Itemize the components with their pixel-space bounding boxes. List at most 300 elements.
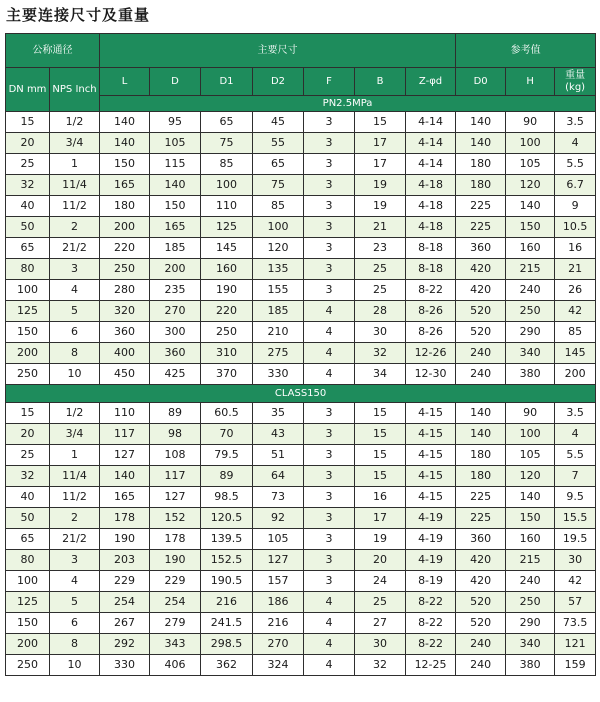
table-cell: 2 [50, 508, 100, 529]
table-cell: 8-18 [406, 238, 456, 259]
table-cell: 73.5 [555, 613, 596, 634]
table-cell: 79.5 [201, 445, 253, 466]
table-cell: 190 [201, 280, 253, 301]
table-cell: 10 [50, 364, 100, 385]
table-row [6, 466, 596, 487]
section-header-class150 [6, 385, 596, 403]
table-row [6, 592, 596, 613]
table-cell: 160 [506, 238, 555, 259]
table-cell: 140 [456, 133, 506, 154]
table-cell: 5.5 [555, 445, 596, 466]
table-cell: 75 [253, 175, 304, 196]
table-cell: 250 [100, 259, 150, 280]
header-nominal-diameter: 公称通径 [6, 34, 100, 68]
table-cell: 120.5 [201, 508, 253, 529]
table-cell: 4 [555, 424, 596, 445]
table-cell: 290 [506, 322, 555, 343]
table-cell: 43 [253, 424, 304, 445]
table-cell: 19 [355, 529, 406, 550]
table-cell: 420 [456, 280, 506, 301]
table-cell: 3 [304, 571, 355, 592]
table-cell: 280 [100, 280, 150, 301]
table-cell: 30 [555, 550, 596, 571]
table-cell: 290 [506, 613, 555, 634]
table-cell: 200 [6, 634, 50, 655]
table-cell: 292 [100, 634, 150, 655]
table-cell: 4-15 [406, 445, 456, 466]
table-cell: 140 [456, 112, 506, 133]
table-cell: 80 [6, 550, 50, 571]
table-cell: 165 [150, 217, 201, 238]
table-cell: 140 [506, 487, 555, 508]
table-cell: 180 [100, 196, 150, 217]
table-cell: 7 [555, 466, 596, 487]
table-cell: 17 [355, 508, 406, 529]
table-cell: 3 [304, 508, 355, 529]
table-cell: 406 [150, 655, 201, 676]
table-cell: 8-22 [406, 592, 456, 613]
table-cell: 73 [253, 487, 304, 508]
table-cell: 100 [253, 217, 304, 238]
table-cell: 250 [6, 364, 50, 385]
table-row [6, 154, 596, 175]
table-cell: 8-19 [406, 571, 456, 592]
table-cell: 20 [6, 424, 50, 445]
table-row [6, 133, 596, 154]
table-cell: 30 [355, 634, 406, 655]
table-cell: 105 [150, 133, 201, 154]
table-cell: 159 [555, 655, 596, 676]
table-cell: 200 [555, 364, 596, 385]
table-cell: 160 [506, 529, 555, 550]
table-cell: 40 [6, 487, 50, 508]
table-cell: 275 [253, 343, 304, 364]
section-body-class150 [6, 403, 596, 676]
table-cell: 15 [355, 403, 406, 424]
table-cell: 19 [355, 175, 406, 196]
table-cell: 15 [355, 112, 406, 133]
table-cell: 4 [50, 571, 100, 592]
table-cell: 340 [506, 343, 555, 364]
table-cell: 4 [304, 364, 355, 385]
table-cell: 362 [201, 655, 253, 676]
table-cell: 225 [456, 508, 506, 529]
table-cell: 15 [355, 466, 406, 487]
table-cell: 25 [355, 592, 406, 613]
table-row [6, 487, 596, 508]
table-cell: 420 [456, 550, 506, 571]
table-cell: 20 [355, 550, 406, 571]
table-cell: 450 [100, 364, 150, 385]
table-cell: 330 [253, 364, 304, 385]
table-cell: 160 [201, 259, 253, 280]
table-cell: 25 [355, 259, 406, 280]
table-cell: 15 [355, 424, 406, 445]
table-cell: 4-15 [406, 466, 456, 487]
table-cell: 75 [201, 133, 253, 154]
table-cell: 4-18 [406, 196, 456, 217]
table-row [6, 301, 596, 322]
table-cell: 3/4 [50, 424, 100, 445]
table-cell: 4 [304, 613, 355, 634]
table-cell: 110 [201, 196, 253, 217]
table-cell: 3 [304, 466, 355, 487]
table-cell: 16 [355, 487, 406, 508]
table-cell: 25 [355, 280, 406, 301]
table-row [6, 613, 596, 634]
table-cell: 4-14 [406, 154, 456, 175]
table-cell: 178 [150, 529, 201, 550]
table-cell: 185 [150, 238, 201, 259]
table-cell: 140 [100, 466, 150, 487]
table-cell: 4-19 [406, 550, 456, 571]
table-cell: 100 [6, 280, 50, 301]
table-cell: 85 [253, 196, 304, 217]
table-row [6, 364, 596, 385]
table-cell: 98.5 [201, 487, 253, 508]
header-col-b: B [355, 68, 406, 96]
table-cell: 100 [201, 175, 253, 196]
table-cell: 360 [456, 529, 506, 550]
table-cell: 32 [6, 175, 50, 196]
table-cell: 127 [150, 487, 201, 508]
header-col-weight: 重量 (kg) [555, 68, 596, 96]
table-cell: 190 [150, 550, 201, 571]
table-cell: 298.5 [201, 634, 253, 655]
table-cell: 17 [355, 133, 406, 154]
table-cell: 95 [150, 112, 201, 133]
table-cell: 155 [253, 280, 304, 301]
table-cell: 178 [100, 508, 150, 529]
table-row [6, 655, 596, 676]
table-cell: 4-19 [406, 508, 456, 529]
table-cell: 21 [555, 259, 596, 280]
table-cell: 15 [6, 403, 50, 424]
table-cell: 40 [6, 196, 50, 217]
table-cell: 21 [355, 217, 406, 238]
table-cell: 1/2 [50, 403, 100, 424]
table-cell: 3 [304, 403, 355, 424]
table-cell: 180 [456, 154, 506, 175]
table-row [6, 445, 596, 466]
table-cell: 100 [506, 424, 555, 445]
table-cell: 8 [50, 343, 100, 364]
table-cell: 9.5 [555, 487, 596, 508]
table-cell: 9 [555, 196, 596, 217]
table-cell: 4 [555, 133, 596, 154]
table-cell: 21/2 [50, 238, 100, 259]
table-cell: 370 [201, 364, 253, 385]
table-cell: 210 [253, 322, 304, 343]
table-cell: 186 [253, 592, 304, 613]
table-cell: 92 [253, 508, 304, 529]
table-cell: 32 [355, 343, 406, 364]
table-row [6, 571, 596, 592]
table-cell: 220 [100, 238, 150, 259]
table-cell: 121 [555, 634, 596, 655]
table-cell: 70 [201, 424, 253, 445]
table-cell: 360 [150, 343, 201, 364]
table-cell: 4 [304, 655, 355, 676]
table-cell: 220 [201, 301, 253, 322]
table-cell: 1 [50, 445, 100, 466]
table-cell: 240 [456, 364, 506, 385]
header-dn: DN mm [6, 68, 50, 112]
table-cell: 8-26 [406, 301, 456, 322]
table-cell: 157 [253, 571, 304, 592]
table-cell: 185 [253, 301, 304, 322]
table-cell: 190.5 [201, 571, 253, 592]
table-cell: 135 [253, 259, 304, 280]
table-cell: 240 [506, 280, 555, 301]
header-row-columns [6, 68, 596, 96]
table-cell: 4-18 [406, 217, 456, 238]
table-cell: 380 [506, 655, 555, 676]
table-cell: 3 [304, 196, 355, 217]
table-cell: 19.5 [555, 529, 596, 550]
table-row [6, 424, 596, 445]
table-cell: 57 [555, 592, 596, 613]
header-nps: NPS Inch [50, 68, 100, 112]
table-cell: 254 [150, 592, 201, 613]
table-cell: 270 [253, 634, 304, 655]
table-cell: 24 [355, 571, 406, 592]
table-cell: 215 [506, 550, 555, 571]
table-cell: 229 [150, 571, 201, 592]
table-cell: 125 [6, 592, 50, 613]
table-cell: 100 [506, 133, 555, 154]
table-cell: 150 [6, 613, 50, 634]
table-cell: 25 [6, 154, 50, 175]
table-row [6, 403, 596, 424]
table-cell: 225 [456, 487, 506, 508]
table-cell: 6.7 [555, 175, 596, 196]
table-row [6, 550, 596, 571]
table-cell: 4-19 [406, 529, 456, 550]
table-cell: 152 [150, 508, 201, 529]
table-cell: 1 [50, 154, 100, 175]
table-cell: 3 [50, 259, 100, 280]
table-cell: 105 [253, 529, 304, 550]
table-cell: 140 [506, 196, 555, 217]
table-cell: 4 [304, 592, 355, 613]
table-cell: 520 [456, 613, 506, 634]
table-cell: 32 [355, 655, 406, 676]
table-cell: 150 [6, 322, 50, 343]
table-cell: 16 [555, 238, 596, 259]
header-main-dimensions: 主要尺寸 [100, 34, 456, 68]
table-cell: 3 [304, 112, 355, 133]
table-cell: 8-22 [406, 280, 456, 301]
table-cell: 42 [555, 301, 596, 322]
table-cell: 165 [100, 487, 150, 508]
table-cell: 165 [100, 175, 150, 196]
table-cell: 65 [6, 529, 50, 550]
table-cell: 203 [100, 550, 150, 571]
table-cell: 21/2 [50, 529, 100, 550]
table-cell: 3 [304, 487, 355, 508]
table-row [6, 196, 596, 217]
table-cell: 105 [506, 154, 555, 175]
table-cell: 120 [506, 175, 555, 196]
table-cell: 215 [506, 259, 555, 280]
table-cell: 340 [506, 634, 555, 655]
table-cell: 89 [201, 466, 253, 487]
table-cell: 125 [6, 301, 50, 322]
table-cell: 12-30 [406, 364, 456, 385]
table-cell: 3 [304, 238, 355, 259]
header-col-h: H [506, 68, 555, 96]
table-cell: 50 [6, 217, 50, 238]
table-cell: 520 [456, 592, 506, 613]
table-cell: 6 [50, 613, 100, 634]
table-cell: 8-18 [406, 259, 456, 280]
table-cell: 85 [201, 154, 253, 175]
table-cell: 127 [253, 550, 304, 571]
table-cell: 34 [355, 364, 406, 385]
table-row [6, 508, 596, 529]
table-cell: 11/2 [50, 487, 100, 508]
table-cell: 42 [555, 571, 596, 592]
table-cell: 225 [456, 217, 506, 238]
table-cell: 4 [50, 280, 100, 301]
table-cell: 3 [304, 424, 355, 445]
table-cell: 27 [355, 613, 406, 634]
table-row [6, 634, 596, 655]
table-cell: 241.5 [201, 613, 253, 634]
table-cell: 145 [201, 238, 253, 259]
table-cell: 180 [456, 466, 506, 487]
table-cell: 324 [253, 655, 304, 676]
table-cell: 8 [50, 634, 100, 655]
table-cell: 250 [506, 301, 555, 322]
table-cell: 3 [304, 280, 355, 301]
table-cell: 250 [6, 655, 50, 676]
table-cell: 5 [50, 592, 100, 613]
section-label-class150: CLASS150 [6, 385, 596, 403]
table-cell: 3 [304, 445, 355, 466]
table-cell: 310 [201, 343, 253, 364]
table-cell: 65 [6, 238, 50, 259]
dimension-table [5, 33, 596, 676]
table-row [6, 217, 596, 238]
table-row [6, 343, 596, 364]
table-cell: 25 [6, 445, 50, 466]
section-label-pn25: PN2.5MPa [100, 96, 596, 112]
table-cell: 4 [304, 634, 355, 655]
table-cell: 150 [100, 154, 150, 175]
table-cell: 3.5 [555, 112, 596, 133]
table-row [6, 175, 596, 196]
table-cell: 520 [456, 301, 506, 322]
table-cell: 3 [50, 550, 100, 571]
table-cell: 6 [50, 322, 100, 343]
table-cell: 240 [456, 634, 506, 655]
table-cell: 65 [253, 154, 304, 175]
table-cell: 140 [100, 133, 150, 154]
table-cell: 64 [253, 466, 304, 487]
table-cell: 240 [456, 655, 506, 676]
table-cell: 98 [150, 424, 201, 445]
table-cell: 3 [304, 550, 355, 571]
table-cell: 8-22 [406, 613, 456, 634]
table-cell: 140 [456, 403, 506, 424]
table-cell: 3 [304, 529, 355, 550]
table-cell: 4-15 [406, 424, 456, 445]
table-row [6, 529, 596, 550]
table-cell: 150 [506, 217, 555, 238]
table-cell: 5 [50, 301, 100, 322]
table-cell: 89 [150, 403, 201, 424]
table-cell: 360 [100, 322, 150, 343]
table-cell: 380 [506, 364, 555, 385]
header-row-groups [6, 34, 596, 68]
table-cell: 120 [506, 466, 555, 487]
table-cell: 225 [456, 196, 506, 217]
table-cell: 100 [6, 571, 50, 592]
table-cell: 420 [456, 259, 506, 280]
table-cell: 4 [304, 301, 355, 322]
table-cell: 4-14 [406, 112, 456, 133]
table-cell: 10 [50, 655, 100, 676]
table-cell: 270 [150, 301, 201, 322]
header-col-d0: D0 [456, 68, 506, 96]
table-cell: 3 [304, 154, 355, 175]
table-cell: 15 [6, 112, 50, 133]
table-cell: 279 [150, 613, 201, 634]
table-cell: 5.5 [555, 154, 596, 175]
header-col-d2: D2 [253, 68, 304, 96]
table-cell: 55 [253, 133, 304, 154]
table-cell: 8-26 [406, 322, 456, 343]
table-cell: 127 [100, 445, 150, 466]
table-cell: 12-26 [406, 343, 456, 364]
table-cell: 23 [355, 238, 406, 259]
table-cell: 108 [150, 445, 201, 466]
table-cell: 4-15 [406, 487, 456, 508]
header-col-z-phi-d: Z-φd [406, 68, 456, 96]
table-cell: 3.5 [555, 403, 596, 424]
table-cell: 45 [253, 112, 304, 133]
table-cell: 117 [100, 424, 150, 445]
table-cell: 300 [150, 322, 201, 343]
table-row [6, 322, 596, 343]
table-cell: 343 [150, 634, 201, 655]
table-cell: 180 [456, 175, 506, 196]
table-cell: 520 [456, 322, 506, 343]
table-cell: 105 [506, 445, 555, 466]
table-cell: 35 [253, 403, 304, 424]
table-cell: 330 [100, 655, 150, 676]
header-col-l: L [100, 68, 150, 96]
table-cell: 10.5 [555, 217, 596, 238]
header-reference-values: 参考值 [456, 34, 596, 68]
table-cell: 140 [150, 175, 201, 196]
table-row [6, 280, 596, 301]
table-cell: 140 [456, 424, 506, 445]
table-cell: 4 [304, 322, 355, 343]
table-cell: 267 [100, 613, 150, 634]
table-cell: 250 [506, 592, 555, 613]
table-cell: 50 [6, 508, 50, 529]
table-cell: 115 [150, 154, 201, 175]
table-row [6, 112, 596, 133]
table-cell: 4-14 [406, 133, 456, 154]
table-cell: 65 [201, 112, 253, 133]
table-cell: 3 [304, 217, 355, 238]
table-cell: 4 [304, 343, 355, 364]
table-cell: 240 [456, 343, 506, 364]
